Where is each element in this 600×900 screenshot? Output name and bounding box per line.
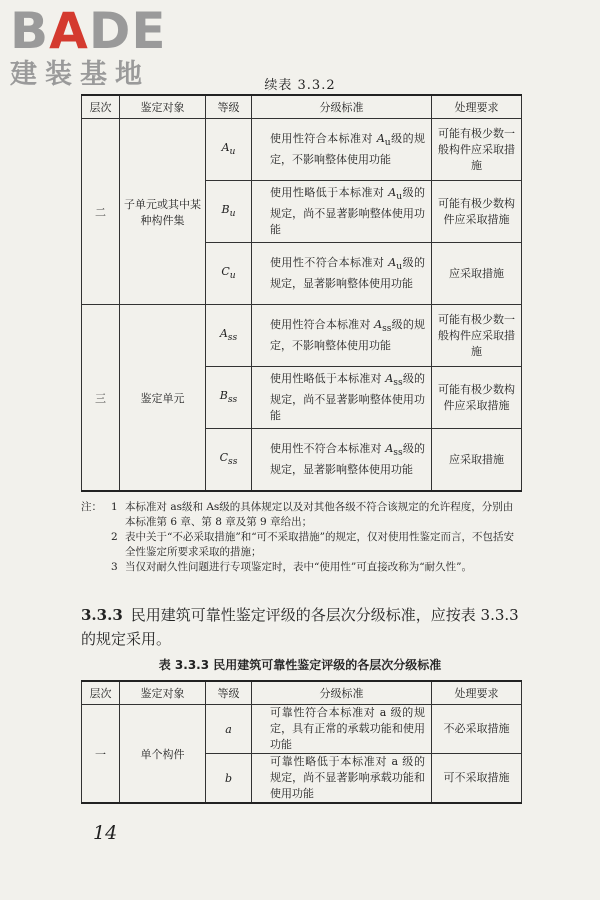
level-cell: 一 [82, 705, 120, 804]
object-cell: 鉴定单元 [120, 305, 206, 492]
standard-cell: 使用性略低于本标准对 $A_u$级的规定，尚不显著影响整体使用功能 [252, 181, 432, 243]
clause-text: 民用建筑可靠性鉴定评级的各层次分级标准，应按表 3.3.3 的规定采用。 [81, 606, 519, 648]
table-notes [81, 500, 521, 575]
object-cell: 单个构件 [120, 705, 206, 804]
header-level: 层次 [82, 681, 120, 705]
table-3-3-3-title: 表 3.3.3 民用建筑可靠性鉴定评级的各层次分级标准 [158, 658, 442, 672]
header-object: 鉴定对象 [120, 95, 206, 119]
table-row [82, 119, 522, 181]
level-cell: 三 [82, 305, 120, 492]
header-requirement: 处理要求 [432, 95, 522, 119]
note-text: 表中关于“不必采取措施”和“可不采取措施”的规定，仅对使用性鉴定而言，不包括安全性鉴定所要求采取的措施； [125, 531, 514, 558]
reliability-grading-table [81, 680, 522, 804]
page-number: 14 [93, 822, 118, 844]
logo-subtitle: 建装基地 [10, 59, 150, 90]
grading-table-continued [81, 94, 522, 492]
grade-cell: $C_{ss}$ [206, 429, 252, 492]
standard-cell: 使用性符合本标准对 $A_u$级的规定，不影响整体使用功能 [252, 119, 432, 181]
table-header-row [82, 681, 522, 705]
note-item [81, 530, 521, 560]
note-number: 3 [111, 561, 118, 573]
clause-number: 3.3.3 [81, 606, 123, 624]
requirement-cell: 应采取措施 [432, 429, 522, 492]
table-row [82, 305, 522, 367]
standard-cell: 使用性不符合本标准对 $A_u$级的规定，显著影响整体使用功能 [252, 243, 432, 305]
notes-heading: 注： [81, 501, 102, 513]
header-grade: 等级 [206, 681, 252, 705]
level-cell: 二 [82, 119, 120, 305]
requirement-cell: 可能有极少数构件应采取措施 [432, 181, 522, 243]
clause-paragraph [81, 603, 523, 651]
header-grade: 等级 [206, 95, 252, 119]
grade-cell: $A_u$ [206, 119, 252, 181]
standard-cell: 使用性符合本标准对 $A_{ss}$级的规定，不影响整体使用功能 [252, 305, 432, 367]
grade-cell: a [206, 705, 252, 754]
table-row [82, 705, 522, 754]
header-requirement: 处理要求 [432, 681, 522, 705]
requirement-cell: 可不采取措施 [432, 754, 522, 804]
note-item [81, 500, 521, 530]
header-level: 层次 [82, 95, 120, 119]
continued-table-title: 续表 3.3.2 [264, 78, 336, 93]
grade-cell: $C_u$ [206, 243, 252, 305]
header-standard: 分级标准 [252, 681, 432, 705]
grade-cell: $A_{ss}$ [206, 305, 252, 367]
standard-cell: 可靠性符合本标准对 a 级的规定，具有正常的承载功能和使用功能 [252, 705, 432, 754]
requirement-cell: 可能有极少数一般构件应采取措施 [432, 119, 522, 181]
requirement-cell: 不必采取措施 [432, 705, 522, 754]
standard-cell: 可靠性略低于本标准对 a 级的规定，尚不显著影响承载功能和使用功能 [252, 754, 432, 804]
grade-cell: $B_{ss}$ [206, 367, 252, 429]
note-item [81, 560, 521, 575]
grade-cell: $B_u$ [206, 181, 252, 243]
header-standard: 分级标准 [252, 95, 432, 119]
note-text: 当仅对耐久性问题进行专项鉴定时，表中“使用性”可直接改称为“耐久性”。 [125, 561, 472, 573]
table-header-row [82, 95, 522, 119]
note-number: 1 [111, 501, 118, 513]
note-number: 2 [111, 531, 118, 543]
requirement-cell: 可能有极少数一般构件应采取措施 [432, 305, 522, 367]
standard-cell: 使用性不符合本标准对 $A_{ss}$级的规定，显著影响整体使用功能 [252, 429, 432, 492]
grade-cell: b [206, 754, 252, 804]
standard-cell: 使用性略低于本标准对 $A_{ss}$级的规定，尚不显著影响整体使用功能 [252, 367, 432, 429]
note-text: 本标准对 as级和 As级的具体规定以及对其他各级不符合该规定的允许程度，分别由本标准第 6 章、第 8 章及第 9 章给出； [125, 501, 514, 528]
requirement-cell: 应采取措施 [432, 243, 522, 305]
logo-accent-letter: A [49, 2, 89, 60]
header-object: 鉴定对象 [120, 681, 206, 705]
logo-brand: BADE [10, 2, 167, 60]
requirement-cell: 可能有极少数构件应采取措施 [432, 367, 522, 429]
object-cell: 子单元或其中某种构件集 [120, 119, 206, 305]
